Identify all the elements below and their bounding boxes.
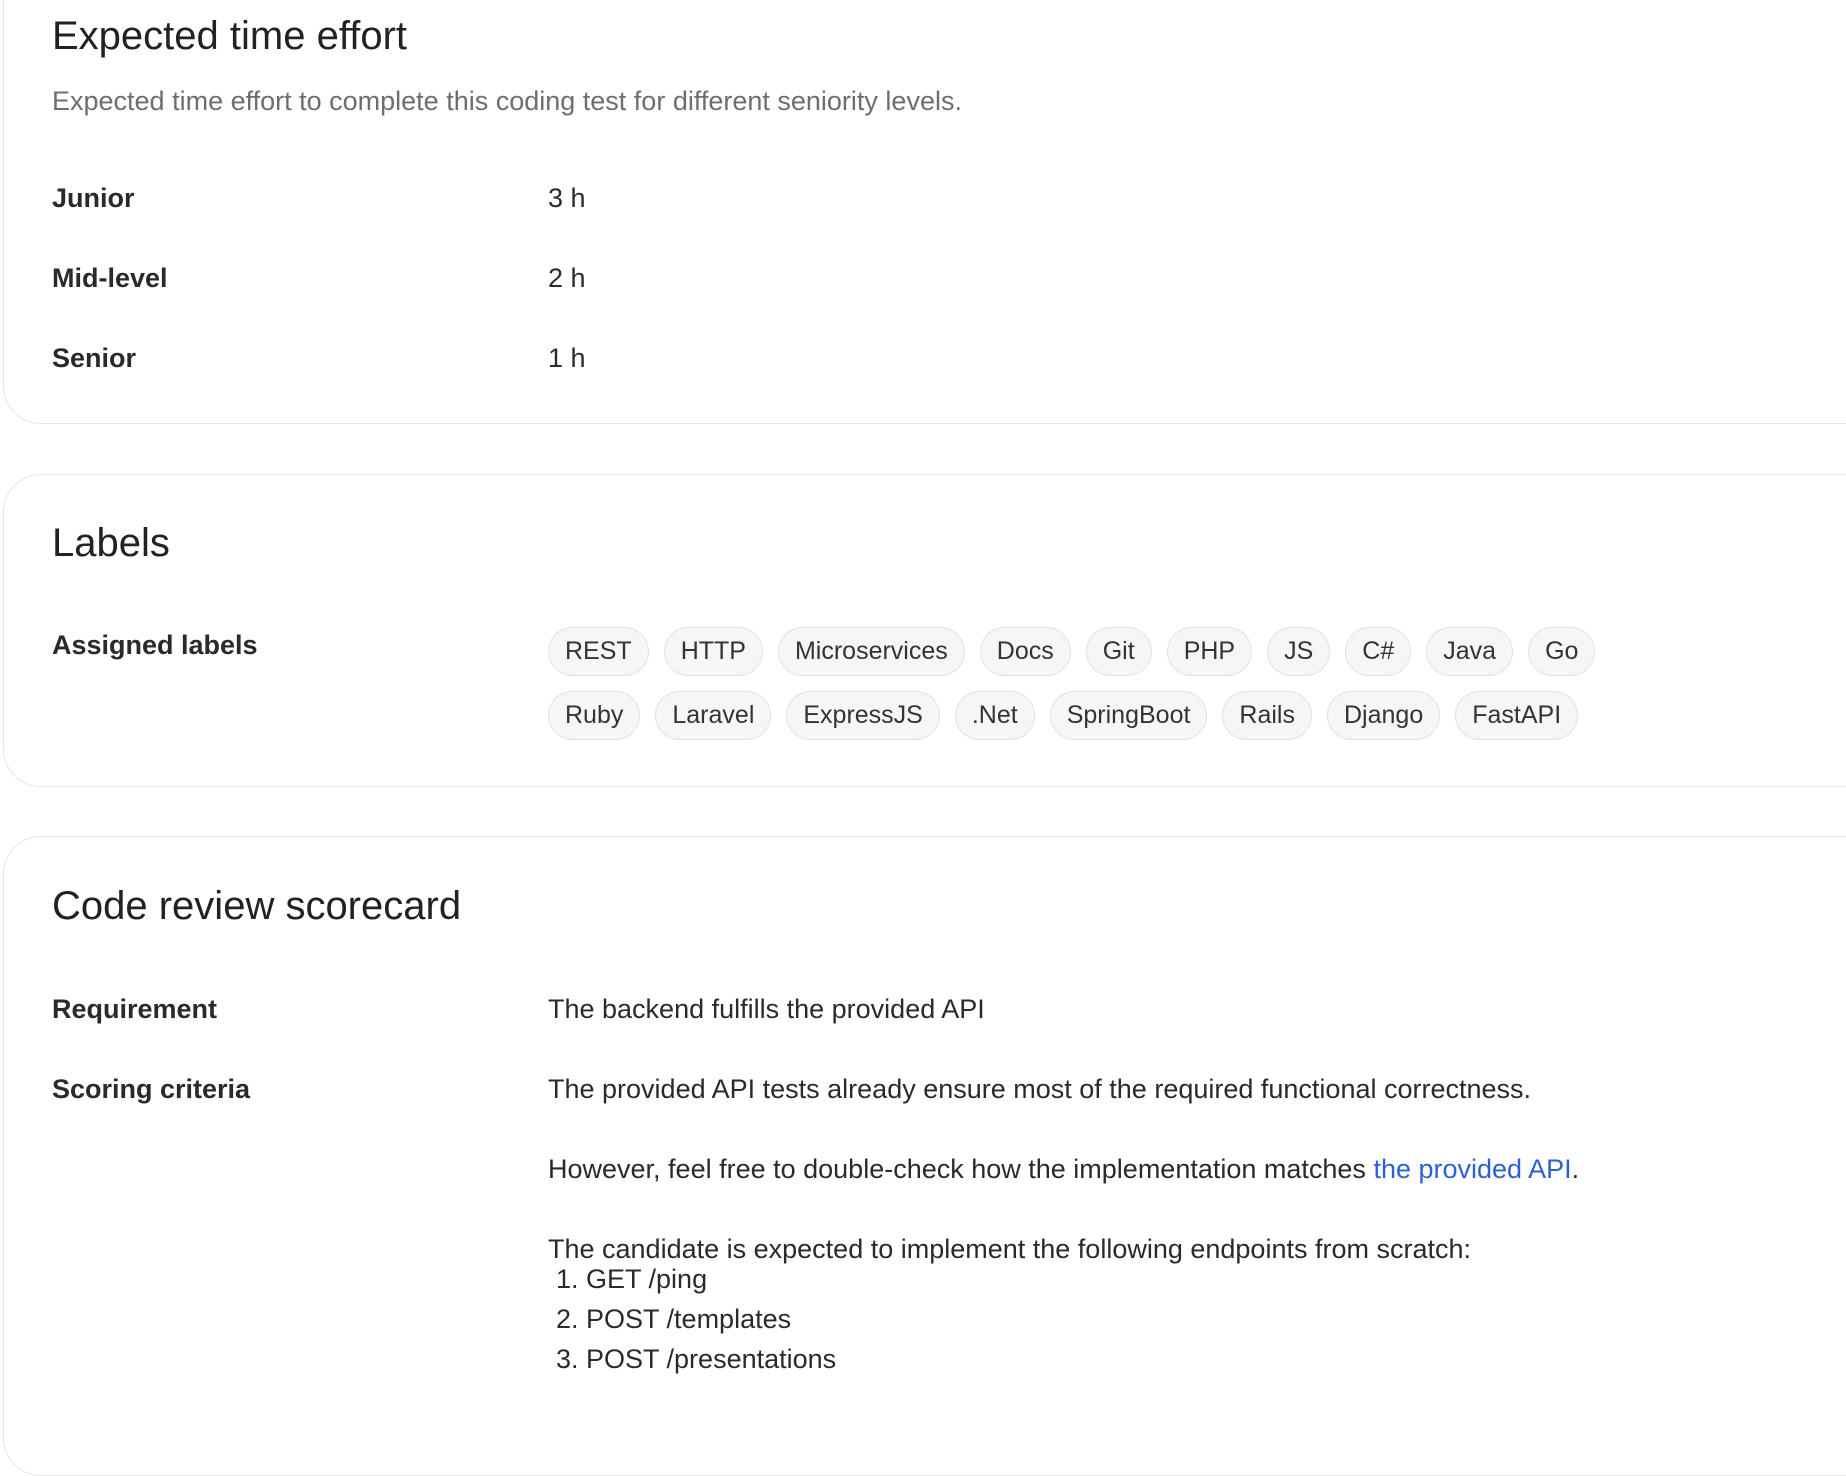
- criteria-paragraph-3: The candidate is expected to implement the following endpoints from scratch:: [548, 1234, 1471, 1264]
- requirement-label: Requirement: [52, 994, 218, 1024]
- criteria-paragraph-2-end: .: [1571, 1154, 1580, 1184]
- label-chip: JS: [1267, 627, 1330, 676]
- assigned-labels-label: Assigned labels: [52, 630, 258, 660]
- label-chip-list: [548, 627, 1648, 740]
- requirement-value: The backend fulfills the provided API: [548, 994, 985, 1024]
- level-label-mid: Mid-level: [52, 263, 168, 293]
- label-chip: Rails: [1222, 691, 1312, 740]
- label-chip: Ruby: [548, 691, 640, 740]
- criteria-paragraph-1: The provided API tests already ensure most of the required functional correctness.: [548, 1074, 1532, 1104]
- label-chip: SpringBoot: [1050, 691, 1208, 740]
- label-chip: Go: [1528, 627, 1595, 676]
- labels-card: [3, 474, 1846, 787]
- level-value-mid: 2 h: [548, 263, 586, 293]
- label-chip: Django: [1327, 691, 1440, 740]
- label-chip: Docs: [980, 627, 1071, 676]
- label-chip: Laravel: [655, 691, 771, 740]
- label-chip: PHP: [1167, 627, 1252, 676]
- criteria-paragraph-2-text: However, feel free to double-check how the implementation matches: [548, 1154, 1374, 1184]
- scoring-criteria-label: Scoring criteria: [52, 1074, 251, 1104]
- level-label-junior: Junior: [52, 183, 135, 213]
- scorecard-title: Code review scorecard: [52, 884, 462, 928]
- endpoint-list: [556, 1259, 836, 1379]
- endpoint-item: 3. POST /presentations: [556, 1344, 837, 1374]
- label-chip: HTTP: [664, 627, 763, 676]
- time-effort-subtitle: Expected time effort to complete this coding test for different seniority levels.: [52, 86, 962, 116]
- labels-title: Labels: [52, 521, 170, 565]
- label-chip: Java: [1426, 627, 1513, 676]
- provided-api-link[interactable]: the provided API: [1373, 1154, 1572, 1184]
- label-chip: FastAPI: [1455, 691, 1578, 740]
- level-value-junior: 3 h: [548, 183, 586, 213]
- label-chip: ExpressJS: [786, 691, 939, 740]
- label-chip: .Net: [955, 691, 1035, 740]
- time-effort-title: Expected time effort: [52, 14, 407, 58]
- time-effort-card: [3, 0, 1846, 424]
- endpoint-item: 1. GET /ping: [556, 1264, 708, 1294]
- label-chip: Git: [1086, 627, 1152, 676]
- label-chip: C#: [1345, 627, 1411, 676]
- label-chip: REST: [548, 627, 649, 676]
- level-value-senior: 1 h: [548, 343, 586, 373]
- endpoint-item: 2. POST /templates: [556, 1304, 792, 1334]
- label-chip: Microservices: [778, 627, 965, 676]
- scorecard-card: [3, 836, 1846, 1476]
- level-label-senior: Senior: [52, 343, 137, 373]
- criteria-paragraph-2: [548, 1154, 1579, 1185]
